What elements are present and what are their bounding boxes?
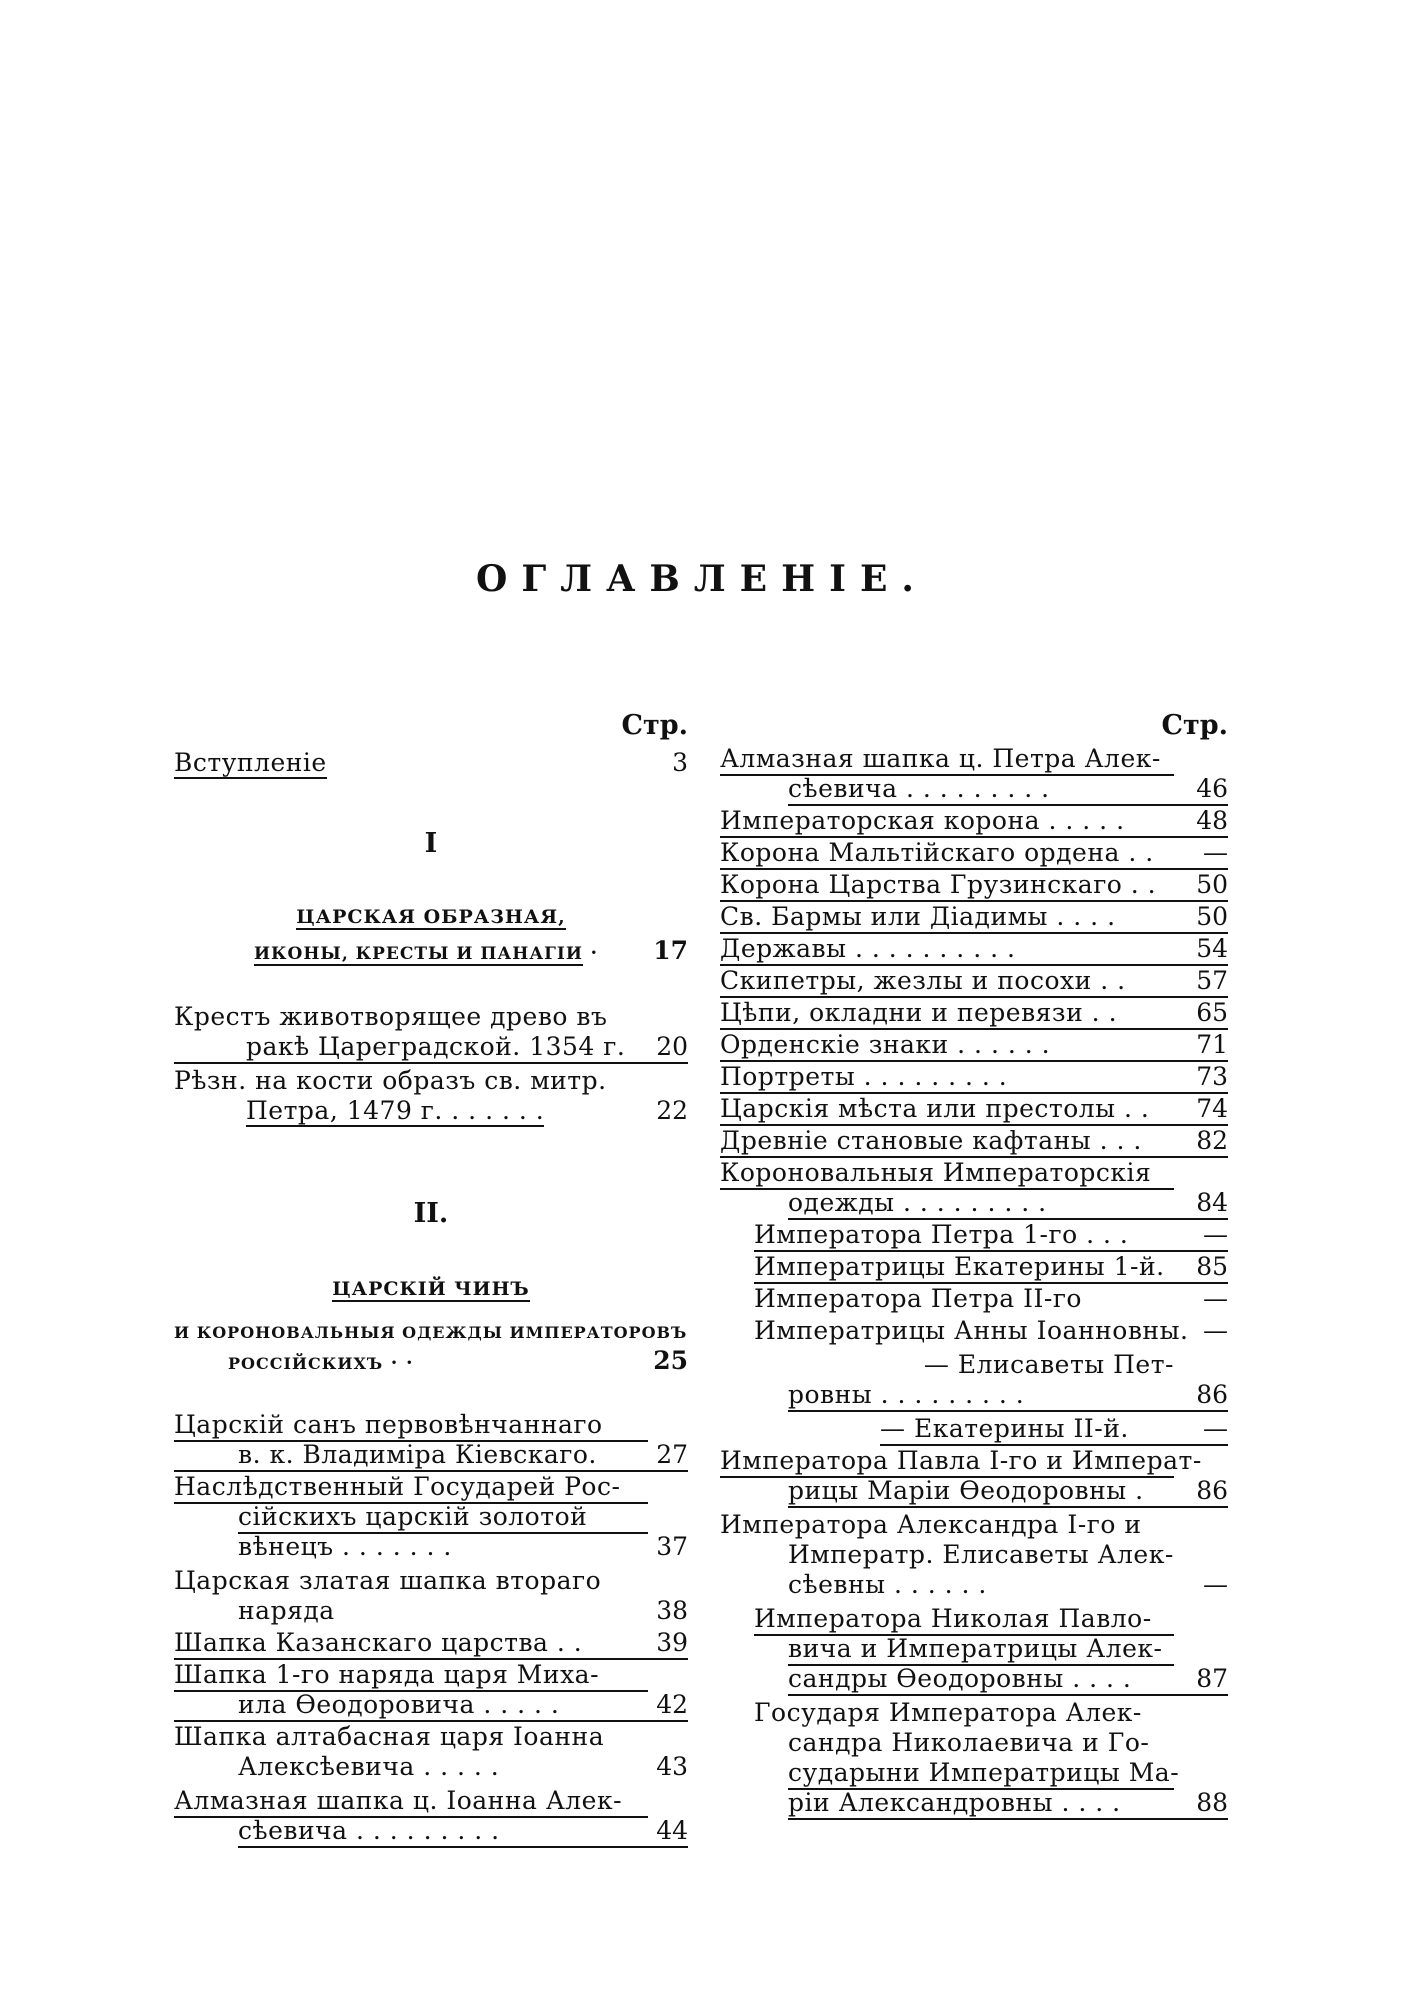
toc-entry-cont: сандры Ѳеодоровны . . . . 87: [788, 1664, 1228, 1696]
toc-entry-cont: сандра Николаевича и Го-: [788, 1728, 1150, 1757]
toc-entry[interactable]: [174, 1002, 688, 1032]
toc-entry[interactable]: [174, 1066, 688, 1096]
toc-entry-cont: сійскихъ царскій золотой: [238, 1502, 648, 1534]
toc-entry-text: Крестъ животворящее древо въ: [174, 1002, 608, 1031]
toc-entry-section2[interactable]: РОССІЙСКИХЪ · · 25: [228, 1346, 688, 1375]
toc-entry-cont: Алексѣевича . . . . . 43: [238, 1752, 688, 1781]
toc-entry[interactable]: Императора Павла I-го и Императ-: [720, 1446, 1174, 1478]
toc-entry[interactable]: Алмазная шапка ц. Іоанна Алек-: [174, 1786, 648, 1818]
toc-entry-cont: ровны . . . . . . . . . 86: [788, 1380, 1228, 1412]
toc-entry[interactable]: Корона Мальтійскаго ордена . . —: [720, 838, 1228, 870]
toc-entry[interactable]: Портреты . . . . . . . . . 73: [720, 1062, 1228, 1094]
page-column-header: Стр.: [1161, 710, 1228, 741]
toc-entry-text: Рѣзн. на кости образъ св. митр.: [174, 1066, 607, 1095]
section-subheading: ИКОНЫ, КРЕСТЫ И ПАНАГІИ: [254, 944, 583, 964]
page-title: ОГЛАВЛЕНІЕ.: [476, 558, 928, 600]
section-heading: ЦАРСКІЙ ЧИНЪ: [332, 1278, 530, 1300]
toc-entry[interactable]: Алмазная шапка ц. Петра Алек-: [720, 744, 1174, 776]
toc-entry[interactable]: Древніе становые кафтаны . . . 82: [720, 1126, 1228, 1158]
toc-entry-cont: Императр. Елисаветы Алек-: [788, 1540, 1174, 1569]
section-heading: ЦАРСКАЯ ОБРАЗНАЯ,: [296, 906, 566, 928]
toc-entry[interactable]: Корона Царства Грузинскаго . . 50: [720, 870, 1228, 902]
toc-entry[interactable]: Императрицы Екатерины 1-й. 85: [754, 1252, 1228, 1284]
toc-entry[interactable]: Царскія мѣста или престолы . . 74: [720, 1094, 1228, 1126]
toc-entry[interactable]: Шапка алтабасная царя Іоанна: [174, 1722, 605, 1751]
toc-entry[interactable]: Шапка Казанскаго царства . . 39: [174, 1628, 688, 1660]
toc-entry[interactable]: Императора Александра I-го и: [720, 1510, 1142, 1539]
toc-entry[interactable]: Шапка 1-го наряда царя Миха-: [174, 1660, 648, 1692]
toc-entry[interactable]: Государя Императора Алек-: [754, 1698, 1142, 1727]
toc-entry-cont: ракѣ Цареградской. 1354 г. 20: [174, 1032, 688, 1064]
page-column-header: Стр.: [621, 710, 688, 741]
toc-entry-cont: Петра, 1479 г. . . . . . . 22: [246, 1096, 688, 1125]
toc-entry-page: 3: [672, 748, 688, 777]
toc-entry-intro[interactable]: [174, 748, 688, 778]
toc-entry[interactable]: Наслѣдственный Государей Рос-: [174, 1472, 648, 1504]
toc-entry[interactable]: Императорская корона . . . . . 48: [720, 806, 1228, 838]
section-subheading: И КОРОНОВАЛЬНЫЯ ОДЕЖДЫ ИМПЕРАТОРОВЪ: [174, 1323, 688, 1342]
toc-entry-cont: сѣевича . . . . . . . . . 44: [238, 1816, 688, 1848]
toc-entry-cont: сѣевны . . . . . . —: [788, 1570, 1228, 1599]
section-numeral: II.: [413, 1198, 449, 1229]
toc-entry[interactable]: Императрицы Анны Іоанновны. —: [754, 1316, 1228, 1345]
toc-entry-page: 17: [653, 936, 688, 965]
toc-entry[interactable]: Скипетры, жезлы и посохи . . 57: [720, 966, 1228, 998]
toc-entry-cont: наряда 38: [238, 1596, 688, 1625]
toc-entry-cont: сѣевича . . . . . . . . . 46: [788, 774, 1228, 806]
toc-entry[interactable]: Цѣпи, окладни и перевязи . . 65: [720, 998, 1228, 1030]
toc-entry[interactable]: — Екатерины II-й. —: [880, 1414, 1228, 1446]
toc-entry[interactable]: Державы . . . . . . . . . . 54: [720, 934, 1228, 966]
toc-entry-page: 25: [653, 1346, 688, 1375]
toc-entry[interactable]: Св. Бармы или Діадимы . . . . 50: [720, 902, 1228, 934]
toc-entry-cont: одежды . . . . . . . . . 84: [788, 1188, 1228, 1220]
toc-entry[interactable]: Царскій санъ первовѣнчаннаго: [174, 1410, 648, 1442]
section-numeral: I: [424, 828, 438, 859]
toc-entry-cont: ріи Александровны . . . . 88: [788, 1788, 1228, 1820]
toc-entry[interactable]: Царская златая шапка втораго: [174, 1566, 602, 1595]
toc-entry-cont: рицы Маріи Ѳеодоровны . 86: [788, 1476, 1228, 1508]
toc-entry-cont: в. к. Владиміра Кіевскаго. 27: [174, 1440, 688, 1472]
toc-entry-cont: вѣнецъ . . . . . . . 37: [238, 1532, 688, 1561]
toc-entry-cont: ила Ѳеодоровича . . . . . 42: [174, 1690, 688, 1722]
toc-entry[interactable]: Короновальныя Императорскія: [720, 1158, 1174, 1190]
toc-entry[interactable]: Орденскіе знаки . . . . . . 71: [720, 1030, 1228, 1062]
toc-entry-text: Вступленіе: [174, 748, 327, 777]
toc-entry-cont: сударыни Императрицы Ма-: [788, 1758, 1174, 1790]
toc-entry[interactable]: Императора Петра 1-го . . . —: [754, 1220, 1228, 1252]
toc-entry[interactable]: — Елисаветы Пет-: [923, 1350, 1174, 1379]
toc-entry-section1[interactable]: ИКОНЫ, КРЕСТЫ И ПАНАГІИ · 17: [254, 936, 688, 965]
toc-entry[interactable]: Императора Николая Павло-: [754, 1604, 1174, 1636]
toc-entry[interactable]: Императора Петра II-го —: [754, 1284, 1228, 1313]
toc-entry-cont: вича и Императрицы Алек-: [788, 1634, 1174, 1666]
